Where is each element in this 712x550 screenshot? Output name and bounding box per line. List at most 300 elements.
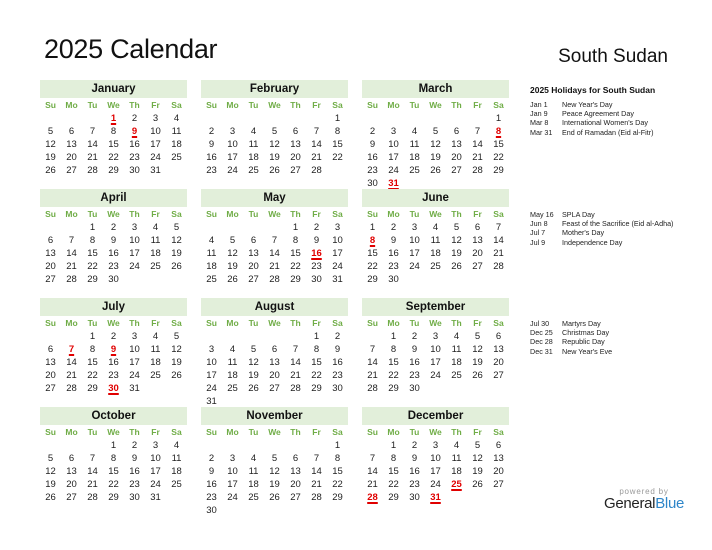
weekday-label: We bbox=[268, 427, 281, 437]
weekday-label: We bbox=[268, 209, 281, 219]
weekday-label: Su bbox=[367, 427, 378, 437]
powered-by-logo[interactable] bbox=[588, 487, 700, 512]
day: 21 bbox=[87, 479, 98, 490]
empty-day bbox=[40, 439, 61, 452]
empty-day bbox=[264, 330, 285, 343]
day: 9 bbox=[369, 139, 376, 150]
weekday-label: Tu bbox=[248, 209, 259, 219]
day: 15 bbox=[332, 139, 343, 150]
month-may bbox=[201, 189, 348, 286]
day: 23 bbox=[388, 261, 399, 272]
day: 30 bbox=[409, 492, 420, 503]
day: 17 bbox=[206, 370, 217, 381]
weekday-label: We bbox=[429, 427, 442, 437]
day: 10 bbox=[430, 453, 441, 464]
day: 24 bbox=[129, 261, 140, 272]
day: 27 bbox=[66, 165, 77, 176]
day: 6 bbox=[453, 126, 460, 137]
weekday-label: Sa bbox=[332, 100, 343, 110]
empty-day bbox=[425, 112, 446, 125]
holiday-day: 31 bbox=[430, 492, 441, 503]
holiday-day: 8 bbox=[369, 235, 376, 246]
day: 21 bbox=[311, 479, 322, 490]
day: 5 bbox=[173, 331, 180, 342]
month-grid bbox=[201, 425, 348, 517]
empty-day bbox=[264, 112, 285, 125]
weekday-label: Su bbox=[206, 209, 217, 219]
day: 12 bbox=[45, 466, 56, 477]
day: 15 bbox=[388, 466, 399, 477]
day: 10 bbox=[332, 235, 343, 246]
day: 27 bbox=[45, 274, 56, 285]
empty-day bbox=[285, 439, 306, 452]
day: 23 bbox=[311, 261, 322, 272]
day: 6 bbox=[292, 126, 299, 137]
day: 15 bbox=[108, 139, 119, 150]
day: 22 bbox=[311, 370, 322, 381]
empty-day bbox=[201, 439, 222, 452]
day: 15 bbox=[87, 357, 98, 368]
holiday-row bbox=[530, 118, 655, 127]
holiday-name: Republic Day bbox=[562, 337, 605, 347]
day: 13 bbox=[493, 344, 504, 355]
weekday-label: Sa bbox=[493, 209, 504, 219]
day: 29 bbox=[367, 274, 378, 285]
day: 7 bbox=[292, 344, 299, 355]
day: 30 bbox=[108, 274, 119, 285]
day: 29 bbox=[87, 274, 98, 285]
day: 16 bbox=[129, 139, 140, 150]
month-header: March bbox=[362, 80, 509, 98]
day: 4 bbox=[250, 453, 257, 464]
month-header: April bbox=[40, 189, 187, 207]
month-march bbox=[362, 80, 509, 190]
day: 16 bbox=[108, 357, 119, 368]
day: 28 bbox=[311, 492, 322, 503]
weekday-label: Fr bbox=[312, 318, 321, 328]
day: 1 bbox=[495, 113, 502, 124]
month-header: July bbox=[40, 298, 187, 316]
day: 21 bbox=[472, 152, 483, 163]
month-header: February bbox=[201, 80, 348, 98]
holiday-row bbox=[530, 319, 612, 328]
day: 4 bbox=[411, 126, 418, 137]
day: 14 bbox=[311, 139, 322, 150]
day: 20 bbox=[290, 479, 301, 490]
day: 18 bbox=[150, 248, 161, 259]
day: 6 bbox=[474, 222, 481, 233]
day: 15 bbox=[332, 466, 343, 477]
weekday-label: Fr bbox=[473, 209, 482, 219]
day: 19 bbox=[269, 152, 280, 163]
country-name: South Sudan bbox=[558, 46, 668, 67]
empty-day bbox=[243, 330, 264, 343]
day: 13 bbox=[45, 357, 56, 368]
holiday-day: 28 bbox=[367, 492, 378, 503]
day: 7 bbox=[495, 222, 502, 233]
day: 25 bbox=[409, 165, 420, 176]
day: 6 bbox=[68, 126, 75, 137]
day: 30 bbox=[129, 492, 140, 503]
day: 20 bbox=[66, 479, 77, 490]
empty-day bbox=[362, 330, 383, 343]
day: 12 bbox=[451, 235, 462, 246]
day: 28 bbox=[87, 165, 98, 176]
month-february bbox=[201, 80, 348, 177]
holiday-name: Mother's Day bbox=[562, 228, 605, 238]
weekday-label: Th bbox=[451, 209, 462, 219]
weekday-label: Mo bbox=[387, 427, 400, 437]
day: 4 bbox=[453, 440, 460, 451]
day: 24 bbox=[150, 479, 161, 490]
day: 22 bbox=[108, 479, 119, 490]
day: 21 bbox=[66, 370, 77, 381]
weekday-label: Th bbox=[129, 100, 140, 110]
holiday-row bbox=[530, 228, 673, 237]
day: 6 bbox=[47, 235, 54, 246]
day: 4 bbox=[152, 222, 159, 233]
day: 10 bbox=[206, 357, 217, 368]
day: 18 bbox=[451, 357, 462, 368]
empty-day bbox=[201, 221, 222, 234]
brand-logo bbox=[588, 495, 700, 512]
day: 16 bbox=[206, 152, 217, 163]
month-grid bbox=[201, 98, 348, 177]
weekday-label: Tu bbox=[87, 318, 98, 328]
day: 4 bbox=[229, 344, 236, 355]
day: 27 bbox=[290, 492, 301, 503]
month-november bbox=[201, 407, 348, 517]
day: 12 bbox=[269, 139, 280, 150]
day: 5 bbox=[474, 440, 481, 451]
day: 15 bbox=[388, 357, 399, 368]
day: 26 bbox=[248, 383, 259, 394]
day: 5 bbox=[173, 222, 180, 233]
month-header: August bbox=[201, 298, 348, 316]
day: 11 bbox=[171, 453, 182, 464]
day: 25 bbox=[430, 261, 441, 272]
month-grid bbox=[40, 98, 187, 177]
day: 28 bbox=[66, 383, 77, 394]
day: 20 bbox=[451, 152, 462, 163]
brand-general: General bbox=[603, 495, 656, 512]
day: 17 bbox=[430, 357, 441, 368]
day: 1 bbox=[110, 440, 117, 451]
day: 29 bbox=[493, 165, 504, 176]
day: 20 bbox=[493, 466, 504, 477]
day: 6 bbox=[250, 235, 257, 246]
day: 7 bbox=[369, 344, 376, 355]
day: 10 bbox=[388, 139, 399, 150]
day: 18 bbox=[150, 357, 161, 368]
holiday-day: 16 bbox=[311, 248, 322, 259]
day: 12 bbox=[269, 466, 280, 477]
holiday-date: Jul 7 bbox=[530, 228, 546, 238]
day: 20 bbox=[66, 152, 77, 163]
day: 7 bbox=[89, 126, 96, 137]
month-header: June bbox=[362, 189, 509, 207]
day: 30 bbox=[409, 383, 420, 394]
day: 28 bbox=[87, 492, 98, 503]
day: 13 bbox=[451, 139, 462, 150]
day: 14 bbox=[472, 139, 483, 150]
day: 29 bbox=[87, 383, 98, 394]
empty-day bbox=[264, 221, 285, 234]
holiday-date: Jan 9 bbox=[530, 109, 548, 119]
weekday-label: Th bbox=[290, 427, 301, 437]
day: 14 bbox=[290, 357, 301, 368]
day: 8 bbox=[89, 235, 96, 246]
page-title: 2025 Calendar bbox=[44, 34, 218, 64]
day: 5 bbox=[271, 453, 278, 464]
day: 17 bbox=[150, 139, 161, 150]
holiday-day: 25 bbox=[451, 479, 462, 490]
day: 30 bbox=[367, 178, 378, 189]
holiday-row bbox=[530, 128, 655, 137]
day: 27 bbox=[248, 274, 259, 285]
weekday-label: Sa bbox=[493, 318, 504, 328]
holiday-row bbox=[530, 337, 612, 346]
day: 22 bbox=[388, 370, 399, 381]
day: 23 bbox=[129, 152, 140, 163]
day: 3 bbox=[152, 113, 159, 124]
day: 26 bbox=[45, 492, 56, 503]
day: 17 bbox=[332, 248, 343, 259]
day: 27 bbox=[66, 492, 77, 503]
day: 5 bbox=[453, 222, 460, 233]
day: 24 bbox=[206, 383, 217, 394]
day: 22 bbox=[290, 261, 301, 272]
day: 22 bbox=[367, 261, 378, 272]
empty-day bbox=[222, 330, 243, 343]
empty-day bbox=[201, 330, 222, 343]
empty-day bbox=[446, 112, 467, 125]
holiday-row bbox=[530, 238, 673, 247]
weekday-label: Tu bbox=[409, 209, 420, 219]
month-grid bbox=[201, 207, 348, 286]
day: 5 bbox=[271, 126, 278, 137]
day: 5 bbox=[229, 235, 236, 246]
day: 26 bbox=[451, 261, 462, 272]
day: 5 bbox=[47, 126, 54, 137]
day: 31 bbox=[206, 396, 217, 407]
month-header: September bbox=[362, 298, 509, 316]
day: 7 bbox=[313, 126, 320, 137]
day: 1 bbox=[313, 331, 320, 342]
day: 2 bbox=[110, 331, 117, 342]
weekday-label: Th bbox=[129, 427, 140, 437]
day: 13 bbox=[66, 466, 77, 477]
month-grid bbox=[362, 425, 509, 504]
day: 3 bbox=[208, 344, 215, 355]
day: 19 bbox=[45, 479, 56, 490]
holiday-name: Feast of the Sacrifice (Eid al-Adha) bbox=[562, 219, 674, 229]
day: 12 bbox=[45, 139, 56, 150]
day: 30 bbox=[206, 505, 217, 516]
day: 27 bbox=[451, 165, 462, 176]
day: 29 bbox=[332, 492, 343, 503]
day: 19 bbox=[171, 357, 182, 368]
holiday-date: Jun 8 bbox=[530, 219, 548, 229]
day: 8 bbox=[313, 344, 320, 355]
empty-day bbox=[362, 112, 383, 125]
day: 20 bbox=[248, 261, 259, 272]
holiday-day: 9 bbox=[131, 126, 138, 137]
day: 31 bbox=[332, 274, 343, 285]
day: 16 bbox=[409, 357, 420, 368]
month-july bbox=[40, 298, 187, 395]
day: 7 bbox=[271, 235, 278, 246]
day: 6 bbox=[271, 344, 278, 355]
month-header: October bbox=[40, 407, 187, 425]
holiday-row bbox=[530, 100, 655, 109]
weekday-label: Mo bbox=[387, 100, 400, 110]
day: 10 bbox=[430, 344, 441, 355]
day: 1 bbox=[334, 440, 341, 451]
day: 27 bbox=[493, 370, 504, 381]
empty-day bbox=[306, 439, 327, 452]
weekday-label: Su bbox=[45, 427, 56, 437]
day: 23 bbox=[206, 492, 217, 503]
day: 18 bbox=[171, 466, 182, 477]
day: 27 bbox=[290, 165, 301, 176]
day: 21 bbox=[290, 370, 301, 381]
day: 20 bbox=[269, 370, 280, 381]
day: 3 bbox=[432, 331, 439, 342]
day: 23 bbox=[409, 370, 420, 381]
weekday-label: Sa bbox=[171, 427, 182, 437]
day: 30 bbox=[388, 274, 399, 285]
empty-day bbox=[61, 221, 82, 234]
day: 21 bbox=[311, 152, 322, 163]
day: 22 bbox=[87, 370, 98, 381]
day: 19 bbox=[171, 248, 182, 259]
day: 25 bbox=[171, 152, 182, 163]
month-grid bbox=[40, 425, 187, 504]
weekday-label: Sa bbox=[332, 427, 343, 437]
day: 20 bbox=[472, 248, 483, 259]
day: 10 bbox=[150, 126, 161, 137]
month-september bbox=[362, 298, 509, 395]
month-april bbox=[40, 189, 187, 286]
weekday-label: Mo bbox=[226, 209, 239, 219]
day: 25 bbox=[171, 479, 182, 490]
weekday-label: Fr bbox=[151, 318, 160, 328]
day: 22 bbox=[332, 152, 343, 163]
day: 9 bbox=[390, 235, 397, 246]
weekday-label: Fr bbox=[312, 427, 321, 437]
day: 13 bbox=[66, 139, 77, 150]
holiday-date: Jul 30 bbox=[530, 319, 550, 328]
day: 16 bbox=[409, 466, 420, 477]
weekday-label: Fr bbox=[473, 100, 482, 110]
day: 24 bbox=[227, 165, 238, 176]
weekday-label: We bbox=[429, 209, 442, 219]
holidays-panel-q3 bbox=[530, 319, 612, 356]
day: 20 bbox=[45, 261, 56, 272]
day: 22 bbox=[388, 479, 399, 490]
weekday-label: Sa bbox=[171, 318, 182, 328]
day: 22 bbox=[332, 479, 343, 490]
day: 12 bbox=[171, 235, 182, 246]
day: 12 bbox=[227, 248, 238, 259]
day: 14 bbox=[66, 357, 77, 368]
weekday-label: Tu bbox=[248, 318, 259, 328]
day: 28 bbox=[269, 274, 280, 285]
holiday-name: Peace Agreement Day bbox=[562, 109, 634, 119]
day: 2 bbox=[411, 440, 418, 451]
weekday-label: Fr bbox=[312, 100, 321, 110]
day: 28 bbox=[367, 383, 378, 394]
day: 19 bbox=[227, 261, 238, 272]
holiday-name: International Women's Day bbox=[562, 118, 648, 128]
weekday-label: Th bbox=[290, 318, 301, 328]
month-october bbox=[40, 407, 187, 504]
weekday-label: Th bbox=[129, 318, 140, 328]
holiday-row bbox=[530, 210, 673, 219]
day: 19 bbox=[45, 152, 56, 163]
day: 27 bbox=[45, 383, 56, 394]
weekday-label: Fr bbox=[151, 209, 160, 219]
weekday-label: Th bbox=[129, 209, 140, 219]
holiday-name: SPLA Day bbox=[562, 210, 595, 219]
day: 15 bbox=[493, 139, 504, 150]
day: 11 bbox=[409, 139, 420, 150]
day: 3 bbox=[390, 126, 397, 137]
day: 4 bbox=[173, 113, 180, 124]
day: 31 bbox=[129, 383, 140, 394]
day: 5 bbox=[250, 344, 257, 355]
holiday-date: Dec 25 bbox=[530, 328, 553, 338]
month-grid bbox=[362, 98, 509, 190]
day: 11 bbox=[171, 126, 182, 137]
day: 5 bbox=[432, 126, 439, 137]
day: 1 bbox=[369, 222, 376, 233]
day: 13 bbox=[290, 139, 301, 150]
day: 7 bbox=[68, 235, 75, 246]
day: 17 bbox=[129, 248, 140, 259]
month-january bbox=[40, 80, 187, 177]
day: 2 bbox=[110, 222, 117, 233]
day: 20 bbox=[290, 152, 301, 163]
holiday-date: May 16 bbox=[530, 210, 554, 219]
weekday-label: Fr bbox=[312, 209, 321, 219]
day: 3 bbox=[131, 331, 138, 342]
day: 16 bbox=[206, 479, 217, 490]
day: 6 bbox=[68, 453, 75, 464]
month-header: May bbox=[201, 189, 348, 207]
day: 10 bbox=[129, 235, 140, 246]
day: 26 bbox=[472, 479, 483, 490]
month-grid bbox=[362, 207, 509, 286]
day: 28 bbox=[290, 383, 301, 394]
day: 24 bbox=[388, 165, 399, 176]
day: 16 bbox=[367, 152, 378, 163]
day: 23 bbox=[367, 165, 378, 176]
empty-day bbox=[243, 221, 264, 234]
weekday-label: Tu bbox=[409, 318, 420, 328]
empty-day bbox=[40, 112, 61, 125]
day: 10 bbox=[409, 235, 420, 246]
day: 8 bbox=[89, 344, 96, 355]
day: 9 bbox=[131, 453, 138, 464]
month-grid bbox=[40, 207, 187, 286]
day: 14 bbox=[367, 357, 378, 368]
day: 23 bbox=[108, 261, 119, 272]
day: 20 bbox=[45, 370, 56, 381]
day: 24 bbox=[332, 261, 343, 272]
day: 2 bbox=[390, 222, 397, 233]
